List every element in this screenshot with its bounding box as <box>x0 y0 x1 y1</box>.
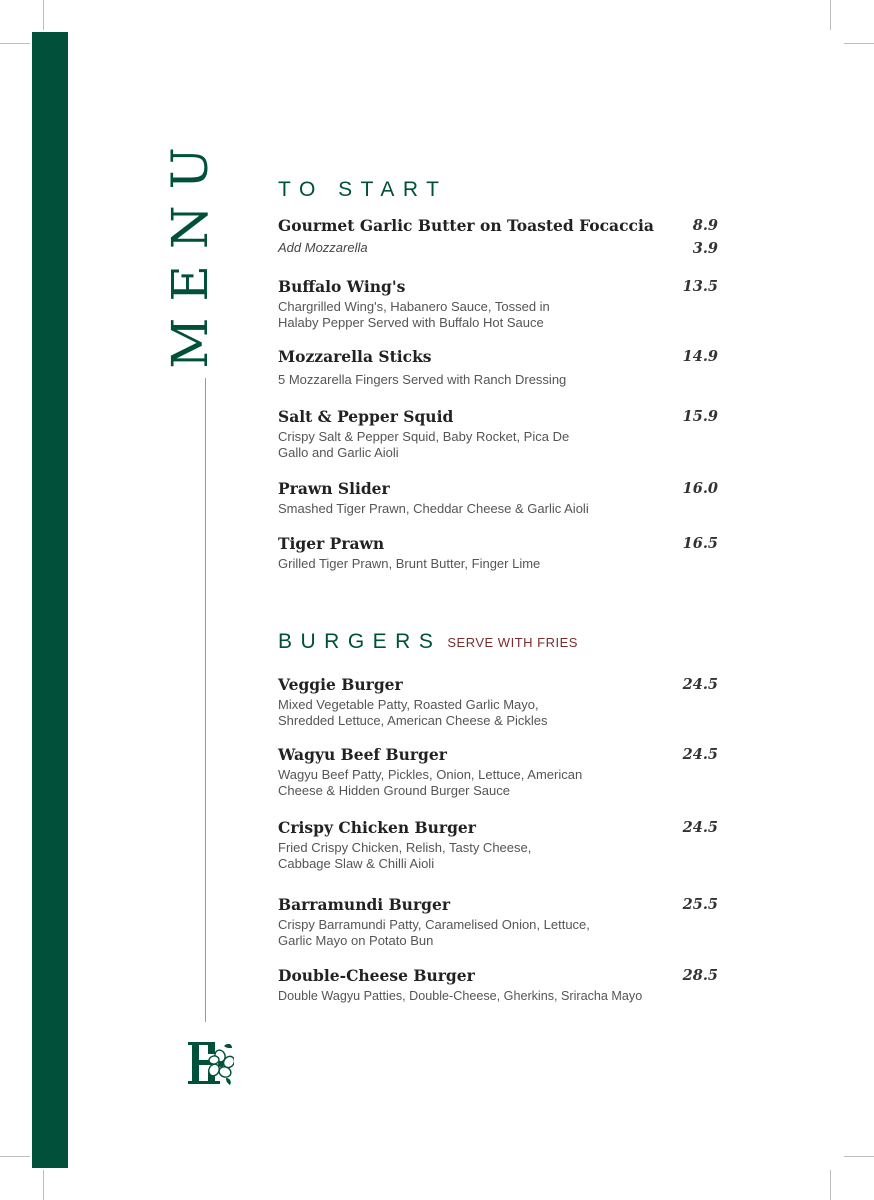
item-description: Wagyu Beef Patty, Pickles, Onion, Lettuce, American Cheese & Hidden Ground Burger Sauce <box>278 767 583 798</box>
item-price: 16.5 <box>682 535 718 552</box>
item-description: Chargrilled Wing's, Habanero Sauce, Tossed in Halaby Pepper Served with Buffalo Hot Sauce <box>278 299 550 330</box>
crop-mark <box>43 1170 44 1200</box>
item-name: Gourmet Garlic Butter on Toasted Focaccia <box>278 216 654 235</box>
item-description: Fried Crispy Chicken, Relish, Tasty Cheese, Cabbage Slaw & Chilli Aioli <box>278 840 532 871</box>
item-name: Tiger Prawn <box>278 534 385 553</box>
item-price: 25.5 <box>682 896 718 913</box>
menu-item-barramundi-burger <box>278 894 720 949</box>
item-description: Smashed Tiger Prawn, Cheddar Cheese & Garlic Aioli <box>278 501 589 516</box>
item-price: 14.9 <box>682 348 718 365</box>
side-color-bar <box>32 32 68 1168</box>
crop-mark <box>830 1170 831 1200</box>
item-price: 15.9 <box>682 408 718 425</box>
item-description: Crispy Barramundi Patty, Caramelised Onion, Lettuce, Garlic Mayo on Potato Bun <box>278 917 590 948</box>
item-name: Mozzarella Sticks <box>278 347 432 366</box>
vertical-divider <box>205 378 206 1022</box>
item-description: Crispy Salt & Pepper Squid, Baby Rocket, Pica De Gallo and Garlic Aioli <box>278 429 570 460</box>
item-name: Barramundi Burger <box>278 895 450 914</box>
item-price: 24.5 <box>682 746 718 763</box>
crop-mark <box>0 43 30 44</box>
section-title-burgers <box>278 631 578 652</box>
crop-mark <box>43 0 44 30</box>
crop-mark <box>844 43 874 44</box>
menu-item-tiger-prawn <box>278 533 720 572</box>
item-name: Buffalo Wing's <box>278 277 406 296</box>
menu-item-wagyu-beef-burger <box>278 744 720 799</box>
item-price: 8.9 <box>692 217 718 234</box>
menu-item-veggie-burger <box>278 674 720 729</box>
menu-side-title: MENU <box>161 131 219 369</box>
section-title-text: BURGERS <box>278 630 442 653</box>
item-name: Veggie Burger <box>278 675 403 694</box>
section-note: SERVE WITH FRIES <box>447 634 578 650</box>
menu-item-prawn-slider <box>278 478 720 517</box>
section-title-text: TO START <box>278 178 448 201</box>
item-description: Mixed Vegetable Patty, Roasted Garlic Mayo, Shredded Lettuce, American Cheese & Pickles <box>278 697 548 728</box>
item-price: 16.0 <box>682 480 718 497</box>
item-price: 24.5 <box>682 819 718 836</box>
item-price: 13.5 <box>682 278 718 295</box>
item-name: Crispy Chicken Burger <box>278 818 476 837</box>
item-price: 28.5 <box>682 967 718 984</box>
item-name: Salt & Pepper Squid <box>278 407 454 426</box>
addon-price: 3.9 <box>692 240 718 257</box>
crop-mark <box>844 1156 874 1157</box>
item-name: Wagyu Beef Burger <box>278 745 447 764</box>
menu-item-crispy-chicken-burger <box>278 817 720 872</box>
crop-mark <box>0 1156 30 1157</box>
section-title-to-start <box>278 179 448 200</box>
h-monogram-flower-logo <box>186 1040 234 1086</box>
menu-item-salt-pepper-squid <box>278 406 720 461</box>
item-name: Double-Cheese Burger <box>278 966 475 985</box>
item-description: 5 Mozzarella Fingers Served with Ranch Dressing <box>278 372 567 387</box>
menu-item-double-cheese-burger <box>278 965 720 1004</box>
item-description: Double Wagyu Patties, Double-Cheese, Gherkins, Sriracha Mayo <box>278 989 643 1003</box>
addon-label: Add Mozzarella <box>278 240 368 255</box>
item-price: 24.5 <box>682 676 718 693</box>
crop-mark <box>830 0 831 30</box>
item-name: Prawn Slider <box>278 479 390 498</box>
item-description: Grilled Tiger Prawn, Brunt Butter, Finger Lime <box>278 556 541 571</box>
menu-item-garlic-butter-focaccia <box>278 215 720 258</box>
menu-item-buffalo-wings <box>278 276 720 331</box>
menu-item-mozzarella-sticks <box>278 346 720 388</box>
